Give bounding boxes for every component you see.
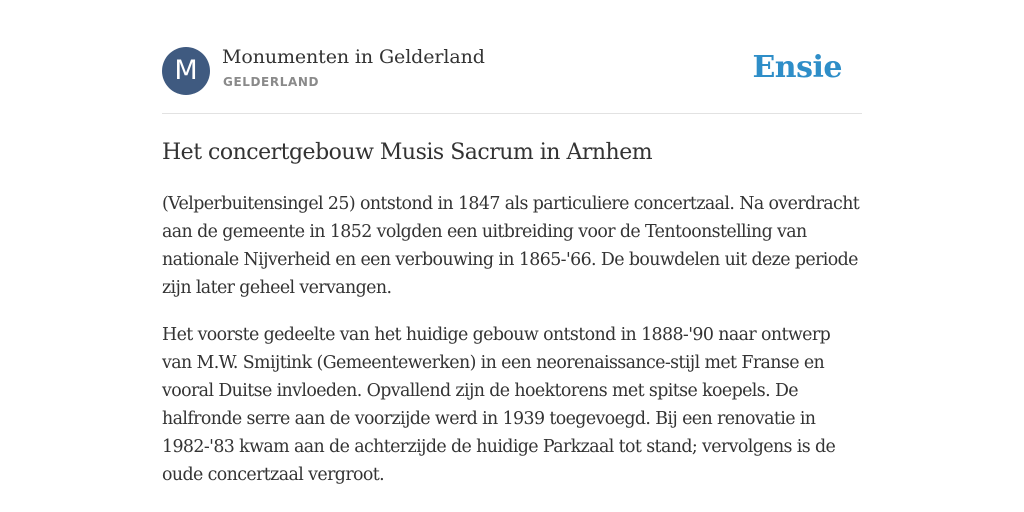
avatar[interactable]: M xyxy=(162,47,210,95)
site-subtitle: GELDERLAND xyxy=(223,75,320,89)
article-paragraph-1: (Velperbuitensingel 25) ontstond in 1847 als particuliere concertzaal. Na overdracht aan de gemeente in 1852 volgden een uitbreiding voor de Tentoonstelling van nationale Nijverheid en een verbouwing in 1865-'66. De bouwdelen uit deze periode zijn later geheel vervangen. xyxy=(162,194,860,298)
article-title: Het concertgebouw Musis Sacrum in Arnhem xyxy=(162,140,653,165)
article-paragraph-2: Het voorste gedeelte van het huidige gebouw ontstond in 1888-'90 naar ontwerp van M.W. Smijtink (Gemeentewerken) in een neorenaissance-stijl met Franse en vooral Duitse invloeden. Opvallend zijn de hoektorens met spitse koepels. De halfronde serre aan de voorzijde werd in 1939 toegevoegd. Bij een renovatie in 1982-'83 kwam aan de achterzijde de huidige Parkzaal tot stand; vervolgens is de oude concertzaal vergroot. xyxy=(162,325,836,485)
site-title[interactable]: Monumenten in Gelderland xyxy=(222,46,485,68)
brand-logo[interactable]: Ensie xyxy=(752,50,842,85)
article-body xyxy=(162,190,862,508)
header xyxy=(162,0,862,114)
page-container xyxy=(162,0,862,485)
